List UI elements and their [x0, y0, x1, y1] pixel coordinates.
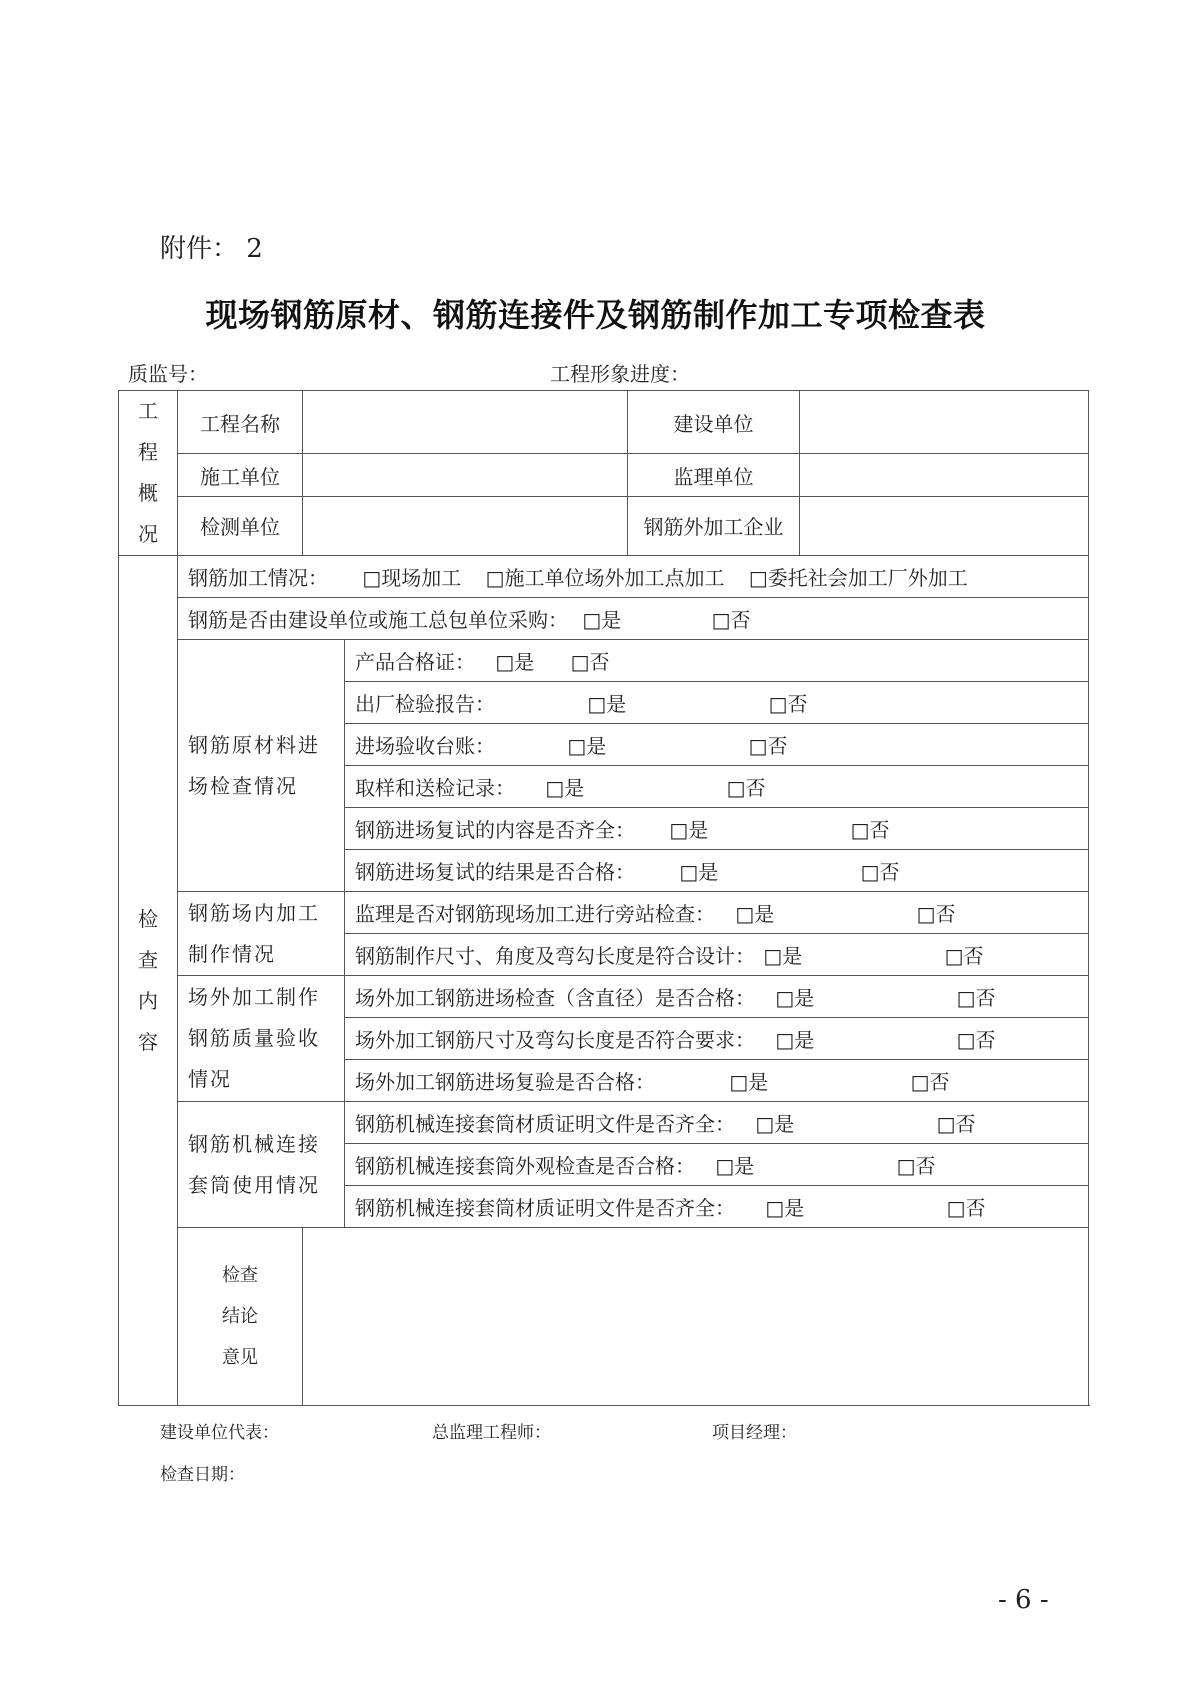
- yes-checkbox[interactable]: □是: [545, 776, 585, 800]
- check-question: 场外加工钢筋尺寸及弯勾长度是否符合要求：: [355, 1028, 755, 1052]
- quality-no-label: 质监号：: [128, 362, 208, 386]
- yes-checkbox[interactable]: □是: [567, 734, 607, 758]
- inspection-date-label: 检查日期：: [160, 1465, 245, 1485]
- no-checkbox[interactable]: □否: [946, 1196, 986, 1220]
- yes-checkbox[interactable]: □是: [755, 1112, 795, 1136]
- inspection-section-text: 检 查 内 容: [138, 906, 158, 1054]
- check-question: 监理是否对钢筋现场加工进行旁站检查：: [355, 902, 715, 926]
- builder-label: 建设单位: [628, 391, 800, 454]
- no-checkbox[interactable]: □否: [916, 902, 956, 926]
- check-question: 场外加工钢筋进场检查（含直径）是否合格：: [355, 986, 755, 1010]
- overview-row-1: [119, 391, 1089, 454]
- check-question: 出厂检验报告：: [355, 692, 495, 716]
- procurement-no-checkbox[interactable]: □否: [711, 608, 751, 632]
- procurement-row: [119, 598, 1089, 640]
- no-checkbox[interactable]: □否: [910, 1070, 950, 1094]
- conclusion-row: [119, 1228, 1089, 1406]
- yes-checkbox[interactable]: □是: [765, 1196, 805, 1220]
- category-mechanical-coupler: 钢筋机械连接套筒使用情况: [178, 1102, 345, 1228]
- check-item: [345, 1102, 1089, 1144]
- no-checkbox[interactable]: □否: [726, 776, 766, 800]
- check-row: [119, 976, 1089, 1018]
- overview-row-2: [119, 454, 1089, 497]
- conclusion-label: [178, 1228, 303, 1406]
- check-question: 钢筋制作尺寸、角度及弯勾长度是符合设计：: [355, 944, 755, 968]
- check-item: [345, 766, 1089, 808]
- external-processor-label: 钢筋外加工企业: [628, 496, 800, 555]
- check-item: [345, 1060, 1089, 1102]
- check-item: [345, 976, 1089, 1018]
- page-number: - 6 -: [998, 1585, 1049, 1615]
- check-question: 钢筋机械连接套筒材质证明文件是否齐全：: [355, 1112, 735, 1136]
- check-question: 钢筋进场复试的结果是否合格：: [355, 860, 635, 884]
- check-item: [345, 808, 1089, 850]
- testing-field[interactable]: [303, 496, 628, 555]
- project-manager-signature: 项目经理：: [712, 1423, 797, 1443]
- no-checkbox[interactable]: □否: [956, 1028, 996, 1052]
- yes-checkbox[interactable]: □是: [775, 986, 815, 1010]
- supervisor-label: 监理单位: [628, 454, 800, 497]
- procurement-yes-checkbox[interactable]: □是: [582, 608, 622, 632]
- project-name-label: 工程名称: [178, 391, 303, 454]
- check-row: [119, 892, 1089, 934]
- no-checkbox[interactable]: □否: [896, 1154, 936, 1178]
- constructor-label: 施工单位: [178, 454, 303, 497]
- check-item: [345, 724, 1089, 766]
- check-question: 钢筋进场复试的内容是否齐全：: [355, 818, 635, 842]
- category-offsite-processing: 场外加工制作钢筋质量验收情况: [178, 976, 345, 1102]
- check-question: 进场验收台账：: [355, 734, 495, 758]
- check-item: [345, 682, 1089, 724]
- processing-row: [119, 556, 1089, 598]
- no-checkbox[interactable]: □否: [850, 818, 890, 842]
- category-onsite-processing: 钢筋场内加工制作情况: [178, 892, 345, 976]
- builder-field[interactable]: [800, 391, 1089, 454]
- yes-checkbox[interactable]: □是: [587, 692, 627, 716]
- supervisor-field[interactable]: [800, 454, 1089, 497]
- inspection-section-label: [119, 556, 178, 1406]
- no-checkbox[interactable]: □否: [860, 860, 900, 884]
- attachment-label: 附件： 2: [160, 234, 263, 264]
- procurement-cell: [178, 598, 1089, 640]
- check-question: 场外加工钢筋进场复验是否合格：: [355, 1070, 655, 1094]
- option-onsite[interactable]: □现场加工: [362, 566, 462, 590]
- check-question: 钢筋机械连接套筒材质证明文件是否齐全：: [355, 1196, 735, 1220]
- external-processor-field[interactable]: [800, 496, 1089, 555]
- option-contractor-offsite[interactable]: □施工单位场外加工点加工: [485, 566, 725, 590]
- project-name-field[interactable]: [303, 391, 628, 454]
- page-title: 现场钢筋原材、钢筋连接件及钢筋制作加工专项检查表: [205, 296, 986, 334]
- option-third-party[interactable]: □委托社会加工厂外加工: [748, 566, 968, 590]
- check-question: 钢筋机械连接套筒外观检查是否合格：: [355, 1154, 695, 1178]
- builder-rep-signature: 建设单位代表：: [160, 1423, 279, 1443]
- check-item: [345, 640, 1089, 682]
- inspection-table: [118, 390, 1089, 1406]
- processing-cell: [178, 556, 1089, 598]
- no-checkbox[interactable]: □否: [956, 986, 996, 1010]
- check-question: 取样和送检记录：: [355, 776, 515, 800]
- overview-row-3: [119, 496, 1089, 555]
- yes-checkbox[interactable]: □是: [715, 1154, 755, 1178]
- constructor-field[interactable]: [303, 454, 628, 497]
- yes-checkbox[interactable]: □是: [775, 1028, 815, 1052]
- check-item: [345, 1144, 1089, 1186]
- check-row: [119, 1102, 1089, 1144]
- processing-label: 钢筋加工情况：: [188, 566, 328, 590]
- check-item: [345, 1018, 1089, 1060]
- yes-checkbox[interactable]: □是: [669, 818, 709, 842]
- no-checkbox[interactable]: □否: [768, 692, 808, 716]
- no-checkbox[interactable]: □否: [936, 1112, 976, 1136]
- yes-checkbox[interactable]: □是: [729, 1070, 769, 1094]
- conclusion-field[interactable]: [303, 1228, 1089, 1406]
- yes-checkbox[interactable]: □是: [735, 902, 775, 926]
- overview-section-text: 工 程 概 况: [138, 399, 158, 546]
- progress-label: 工程形象进度：: [550, 362, 690, 386]
- check-item: [345, 934, 1089, 976]
- procurement-label: 钢筋是否由建设单位或施工总包单位采购：: [188, 608, 568, 632]
- check-row: [119, 640, 1089, 682]
- category-raw-material: 钢筋原材料进场检查情况: [178, 640, 345, 892]
- check-item: [345, 850, 1089, 892]
- no-checkbox[interactable]: □否: [570, 650, 610, 674]
- yes-checkbox[interactable]: □是: [495, 650, 535, 674]
- yes-checkbox[interactable]: □是: [679, 860, 719, 884]
- conclusion-label-text: 检查 结论 意见: [222, 1265, 258, 1368]
- overview-section-label: [119, 391, 178, 556]
- no-checkbox[interactable]: □否: [748, 734, 788, 758]
- testing-label: 检测单位: [178, 496, 303, 555]
- check-question: 产品合格证：: [355, 650, 475, 674]
- check-item: [345, 1186, 1089, 1228]
- check-item: [345, 892, 1089, 934]
- no-checkbox[interactable]: □否: [944, 944, 984, 968]
- yes-checkbox[interactable]: □是: [763, 944, 803, 968]
- chief-supervisor-signature: 总监理工程师：: [432, 1423, 551, 1443]
